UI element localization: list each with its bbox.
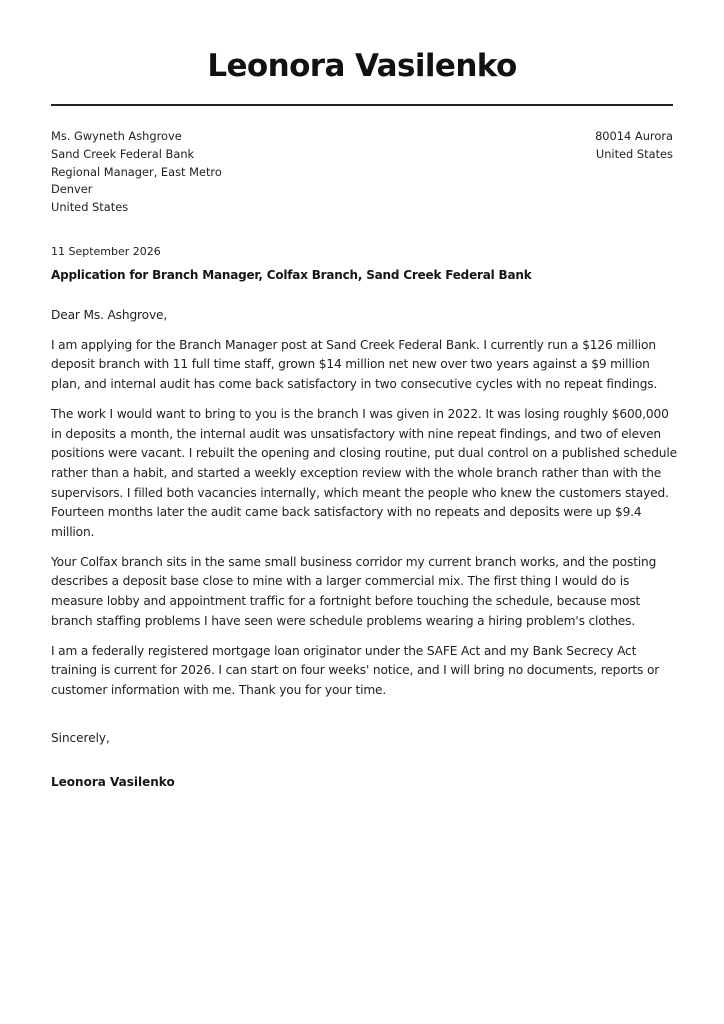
sender-country: United States — [595, 146, 673, 161]
sender-address-block — [373, 128, 673, 164]
closing-phrase: Sincerely, — [51, 731, 110, 745]
body-paragraph-3: Your Colfax branch sits in the same small business corridor my current branch works, and the posting describes a deposit base close to mine with a larger commercial mix. The first thing I would do is measure lobby and appointment traffic for a fortnight before touching the schedule, because most branch staffing problems I have seen were schedule problems wearing a hiring problem's clothes. — [51, 554, 657, 628]
applicant-name-heading: Leonora Vasilenko — [207, 48, 517, 84]
sender-postcode-city: 80014 Aurora — [595, 129, 673, 143]
letter-body — [51, 306, 681, 711]
letter-date: 11 September 2026 — [51, 245, 161, 258]
body-paragraph-2: The work I would want to bring to you is the branch I was given in 2022. It was losing roughly $600,000 in deposits a month, the internal audit was unsatisfactory with nine repeat findings, and two of eleven positions were vacant. I rebuilt the opening and closing routine, put dual control on a published schedule rather than a habit, and started a weekly exception review with the whole branch rather than with the supervisors. I filled both vacancies internally, which meant the people who knew the customers stayed. Fourteen months later the audit came back satisfactory with no repeats and deposits were up $9.4 million. — [51, 406, 677, 540]
recipient-country: United States — [51, 200, 129, 215]
signature-name: Leonora Vasilenko — [51, 775, 175, 789]
header-divider — [51, 104, 673, 106]
body-paragraph-4: I am a federally registered mortgage loan originator under the SAFE Act and my Bank Secrecy Act training is current for 2026. I can start on four weeks' notice, and I will bring no documents, reports or customer information with me. Thank you for your time. — [51, 643, 660, 697]
recipient-company: Sand Creek Federal Bank — [51, 146, 195, 161]
body-paragraph-1: I am applying for the Branch Manager post at Sand Creek Federal Bank. I currently run a $126 million deposit branch with 11 full time staff, grown $14 million net new over two years against a $9 million plan, and internal audit has come back satisfactory in two consecutive cycles with no repeat findings. — [51, 337, 658, 392]
recipient-city: Denver — [51, 182, 93, 197]
recipient-address-block — [51, 128, 411, 217]
letter-subject: Application for Branch Manager, Colfax Branch, Sand Creek Federal Bank — [51, 268, 532, 282]
salutation: Dear Ms. Ashgrove, — [51, 308, 168, 322]
recipient-title: Regional Manager, East Metro — [51, 164, 222, 179]
recipient-name: Ms. Gwyneth Ashgrove — [51, 129, 182, 143]
